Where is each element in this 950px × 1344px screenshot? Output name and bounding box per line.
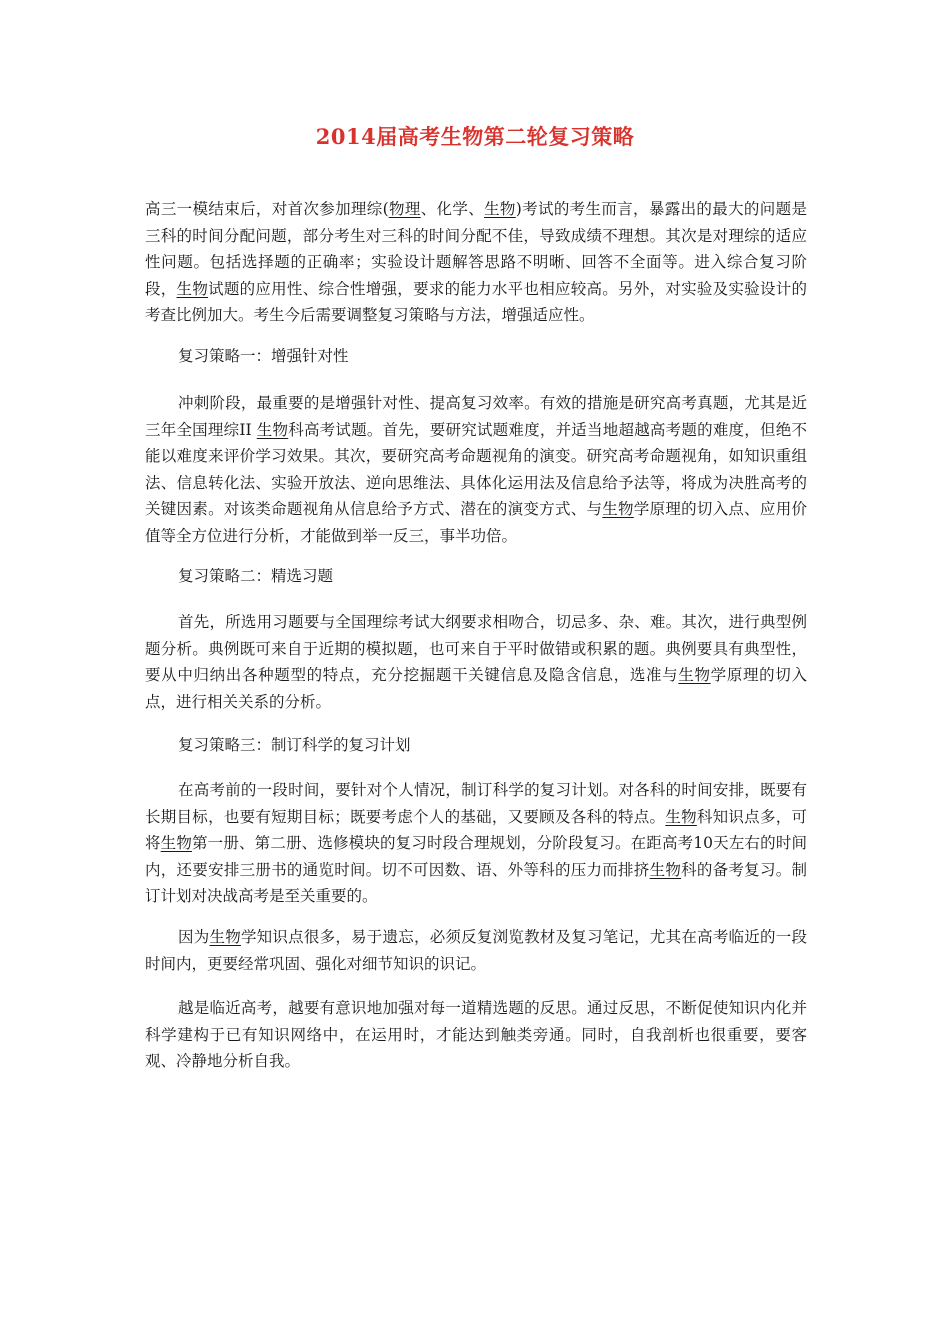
- link-biology[interactable]: 生物: [678, 666, 711, 684]
- section-heading-3: 复习策略三：制订科学的复习计划: [178, 736, 411, 754]
- link-biology[interactable]: 生物: [649, 860, 682, 879]
- reflection-paragraph: [145, 995, 807, 1075]
- strategy-2-paragraph: [145, 609, 807, 715]
- link-biology[interactable]: 生物: [160, 834, 193, 852]
- link-physics[interactable]: 物理: [388, 200, 421, 218]
- document-title: 2014届高考生物第二轮复习策略: [315, 124, 635, 149]
- memory-paragraph: [145, 924, 807, 977]
- text-run: 学原理的切入点，进行相关关系的分析。: [145, 666, 807, 711]
- text-run: 冲刺阶段，最重要的是增强针对性、提高复习效率。有效的措施是研究高考真题，尤其是近三年全国理综II: [145, 394, 807, 439]
- text-run: 第一册、第二册、选修模块的复习时段合理规划，分阶段复习。在距高考10天左右的时间内，还要安排三册书的通览时间。切不可因数、语、外等科的压力而排挤: [145, 834, 807, 879]
- text-run: 科高考试题。首先，要研究试题难度，并适当地超越高考题的难度，但绝不能以难度来评价学习效果。其次，要研究高考命题视角的演变。研究高考命题视角，如知识重组法、信息转化法、实验开放法、逆向思维法、具体化运用法及信息给予法等，将成为决胜高考的关键因素。对该类命题视角从信息给予方式、潜在的演变方式、与: [145, 420, 807, 518]
- text-run: 因为: [178, 928, 210, 946]
- text-run: 科知识点多，可将: [145, 807, 807, 852]
- text-run: 、化学、: [420, 200, 485, 218]
- text-run: 首先，所选用习题要与全国理综考试大纲要求相吻合，切忌多、杂、难。其次，进行典型例题分析。典例既可来自于近期的模拟题，也可来自于平时做错或积累的题。典例要具有典型性，要从中归纳出各种题型的特点，充分挖掘题干关键信息及隐含信息，选准与: [145, 613, 807, 684]
- section-heading-2: 复习策略二：精选习题: [178, 567, 334, 585]
- text-run: 学原理的切入点、应用价值等全方位进行分析，才能做到举一反三，事半功倍。: [145, 500, 807, 545]
- text-run: 高三一模结束后，对首次参加理综(: [145, 200, 389, 218]
- text-run: )考试的考生而言，暴露出的最大的问题是三科的时间分配问题，部分考生对三科的时间分配不佳，导致成绩不理想。其次是对理综的适应性问题。包括选择题的正确率；实验设计题解答思路不明晰、回答不全面等。进入综合复习阶段，: [145, 200, 807, 298]
- link-biology[interactable]: 生物: [256, 420, 289, 439]
- text-run: 试题的应用性、综合性增强，要求的能力水平也相应较高。另外，对实验及实验设计的考查比例加大。考生今后需要调整复习策略与方法，增强适应性。: [145, 279, 807, 324]
- strategy-3-paragraph: [145, 777, 807, 910]
- text-run: 越是临近高考，越要有意识地加强对每一道精选题的反思。通过反思，不断促使知识内化并科学建构于已有知识网络中，在运用时，才能达到触类旁通。同时，自我剖析也很重要，要客观、冷静地分析自我。: [145, 999, 807, 1070]
- section-heading-1: 复习策略一：增强针对性: [178, 347, 349, 365]
- link-biology[interactable]: 生物: [602, 500, 634, 518]
- text-run: 在高考前的一段时间，要针对个人情况，制订科学的复习计划。对各科的时间安排，既要有长期目标，也要有短期目标；既要考虑个人的基础，又要顾及各科的特点。: [145, 781, 807, 826]
- link-biology[interactable]: 生物: [176, 279, 209, 298]
- text-run: 科的备考复习。制订计划对决战高考是至关重要的。: [145, 860, 807, 905]
- strategy-1-paragraph: [145, 390, 807, 549]
- text-run: 学知识点很多，易于遗忘，必须反复浏览教材及复习笔记，尤其在高考临近的一段时间内，更要经常巩固、强化对细节知识的识记。: [145, 928, 807, 973]
- link-biology[interactable]: 生物: [665, 807, 697, 826]
- link-biology[interactable]: 生物: [209, 928, 241, 946]
- intro-paragraph: [145, 196, 807, 329]
- link-biology[interactable]: 生物: [484, 200, 516, 218]
